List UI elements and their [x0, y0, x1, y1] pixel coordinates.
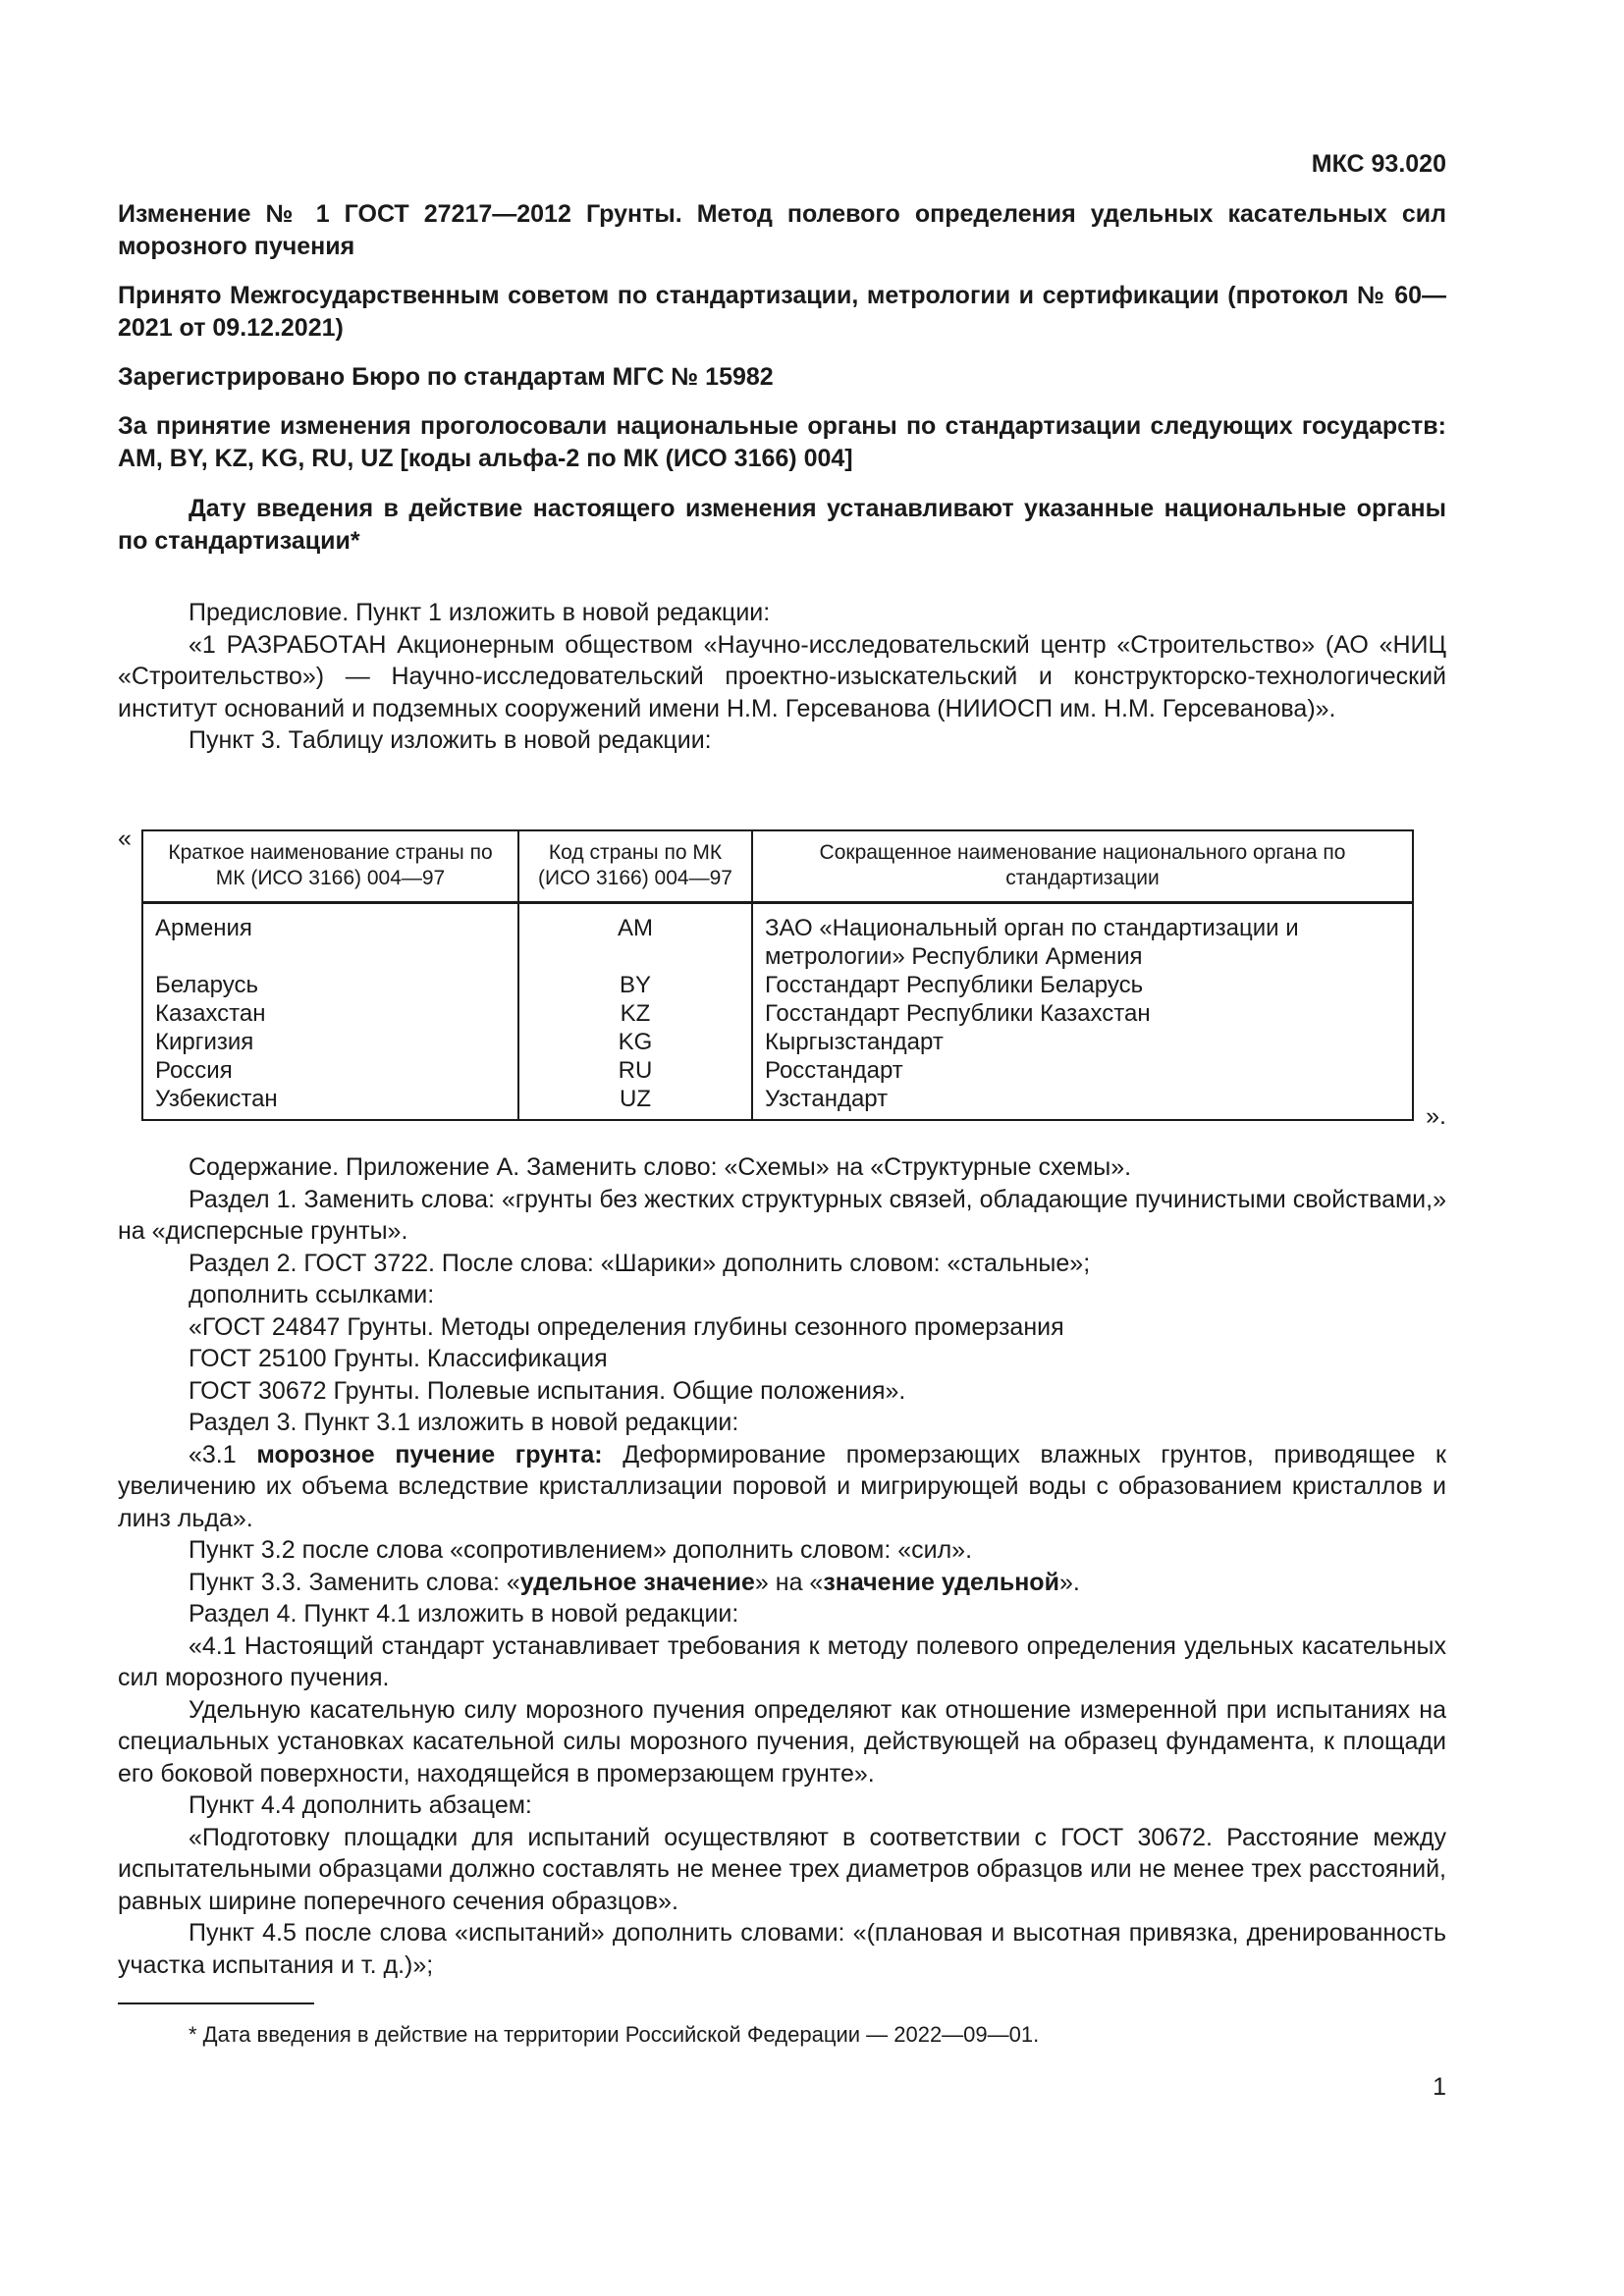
table-header: Краткое наименование страны по МК (ИСО 3166) 004—97	[142, 830, 518, 903]
table-row	[142, 971, 1413, 999]
table-row	[142, 1085, 1413, 1120]
paragraph: Содержание. Приложение А. Заменить слово: «Схемы» на «Структурные схемы».	[189, 1153, 1132, 1181]
voting-statement: За принятие изменения проголосовали национальные органы по стандартизации следующих государств: AM, BY, KZ, KG, RU, UZ [коды альфа-2 по МК (ИСО 3166) 004]	[118, 412, 1446, 472]
country-table-block	[118, 825, 1446, 1129]
text-run: » на «	[754, 1568, 824, 1596]
paragraph-replace-words	[118, 1567, 1446, 1599]
intro-paragraph: Предисловие. Пункт 1 изложить в новой редакции:	[189, 599, 771, 626]
text-run: «3.1	[189, 1440, 257, 1468]
country-table	[141, 829, 1414, 1121]
table-header: Код страны по МК (ИСО 3166) 004—97	[518, 830, 752, 903]
table-header: Сокращенное наименование национального органа по стандартизации	[752, 830, 1413, 903]
paragraph-term-definition	[118, 1439, 1446, 1535]
body-cell: ЗАО «Национальный орган по стандартизации и метрологии» Республики Армения	[752, 903, 1413, 972]
country-cell: Киргизия	[142, 1028, 518, 1056]
term-bold: значение удельной	[823, 1568, 1059, 1596]
footnote: * Дата введения в действие на территории Российской Федерации — 2022—09—01.	[189, 2022, 1040, 2047]
intro-section	[118, 597, 1446, 757]
paragraph: Пункт 4.4 дополнить абзацем:	[189, 1791, 532, 1819]
paragraph: дополнить ссылками:	[189, 1281, 435, 1308]
table-open-quote: «	[118, 825, 132, 852]
paragraph: Раздел 4. Пункт 4.1 изложить в новой редакции:	[189, 1600, 739, 1628]
paragraph: Раздел 2. ГОСТ 3722. После слова: «Шарики» дополнить словом: «стальные»;	[189, 1249, 1091, 1277]
table-close-quote: ».	[1426, 1102, 1446, 1130]
intro-paragraph: Пункт 3. Таблицу изложить в новой редакции:	[189, 726, 712, 754]
paragraph: Пункт 3.2 после слова «сопротивлением» дополнить словом: «сил».	[189, 1536, 973, 1564]
country-cell: Казахстан	[142, 999, 518, 1028]
code-cell: KZ	[518, 999, 752, 1028]
paragraph: Удельную касательную силу морозного пучения определяют как отношение измеренной при испытаниях на специальных установках касательной силы морозного пучения, действующей на образец фундамента, к площади его боковой поверхности, находящейся в промерзающем грунте».	[118, 1695, 1446, 1788]
adopted-statement: Принято Межгосударственным советом по стандартизации, метрологии и сертификации (протокол № 60—2021 от 09.12.2021)	[118, 282, 1446, 342]
page-number: 1	[1433, 2073, 1446, 2101]
code-cell: RU	[518, 1056, 752, 1085]
paragraph: Раздел 1. Заменить слова: «грунты без жестких структурных связей, обладающие пучинистыми свойствами,» на «дисперсные грунты».	[118, 1185, 1446, 1245]
term-bold: морозное пучение грунта:	[256, 1440, 603, 1468]
code-cell: BY	[518, 971, 752, 999]
paragraph: «ГОСТ 24847 Грунты. Методы определения глубины сезонного промерзания	[189, 1312, 1064, 1341]
table-row	[142, 903, 1413, 972]
registration-statement: Зарегистрировано Бюро по стандартам МГС № 15982	[118, 363, 774, 391]
code-cell: KG	[518, 1028, 752, 1056]
paragraph: Пункт 4.5 после слова «испытаний» дополнить словами: «(плановая и высотная привязка, дренированность участка испытания и т. д.)»;	[118, 1919, 1446, 1979]
body-cell: Узстандарт	[752, 1085, 1413, 1120]
amendment-title: Изменение № 1 ГОСТ 27217—2012 Грунты. Метод полевого определения удельных касательных сил морозного пучения	[118, 200, 1446, 260]
table-row	[142, 999, 1413, 1028]
paragraph: «Подготовку площадки для испытаний осуществляют в соответствии с ГОСТ 30672. Расстояние между испытательными образцами должно составлять не менее трех диаметров образцов или не менее трех расстояний, равных ширине поперечного сечения образцов».	[118, 1823, 1446, 1915]
table-row	[142, 1056, 1413, 1085]
footnote-divider	[118, 2002, 314, 2004]
country-cell: Беларусь	[142, 971, 518, 999]
body-cell: Госстандарт Республики Беларусь	[752, 971, 1413, 999]
country-cell: Армения	[142, 903, 518, 972]
country-cell: Узбекистан	[142, 1085, 518, 1120]
text-run: Пункт 3.3. Заменить слова: «	[189, 1568, 520, 1596]
term-bold: удельное значение	[519, 1568, 755, 1596]
body-cell: Кыргызстандарт	[752, 1028, 1413, 1056]
country-cell: Россия	[142, 1056, 518, 1085]
effective-date-note: Дату введения в действие настоящего изменения устанавливают указанные национальные органы по стандартизации*	[118, 495, 1446, 555]
paragraph: «4.1 Настоящий стандарт устанавливает требования к методу полевого определения удельных касательных сил морозного пучения.	[118, 1631, 1446, 1691]
paragraph: ГОСТ 30672 Грунты. Полевые испытания. Общие положения».	[189, 1376, 906, 1405]
code-cell: UZ	[518, 1085, 752, 1120]
paragraph: ГОСТ 25100 Грунты. Классификация	[189, 1345, 608, 1372]
mks-code: МКС 93.020	[1311, 150, 1446, 178]
text-run: Деформирование промерзающих влажных грунтов, приводящее к увеличению их объема вследствие кристаллизации поровой и мигрирующей воды с образованием кристаллов и линз льда».	[118, 1440, 1446, 1532]
intro-paragraph: «1 РАЗРАБОТАН Акционерным обществом «Научно-исследовательский центр «Строительство» (АО «НИЦ «Строительство») — Научно-исследовательский проектно-изыскательский и конструкторско-технологический институт оснований и подземных сооружений имени Н.М. Герсеванова (НИИОСП им. Н.М. Герсеванова)».	[118, 630, 1446, 722]
code-cell: AM	[518, 903, 752, 972]
paragraph: Раздел 3. Пункт 3.1 изложить в новой редакции:	[189, 1409, 739, 1436]
body-cell: Росстандарт	[752, 1056, 1413, 1085]
text-run: ».	[1058, 1568, 1080, 1596]
body-cell: Госстандарт Республики Казахстан	[752, 999, 1413, 1028]
table-row	[142, 1028, 1413, 1056]
amendment-body	[118, 1151, 1446, 1981]
